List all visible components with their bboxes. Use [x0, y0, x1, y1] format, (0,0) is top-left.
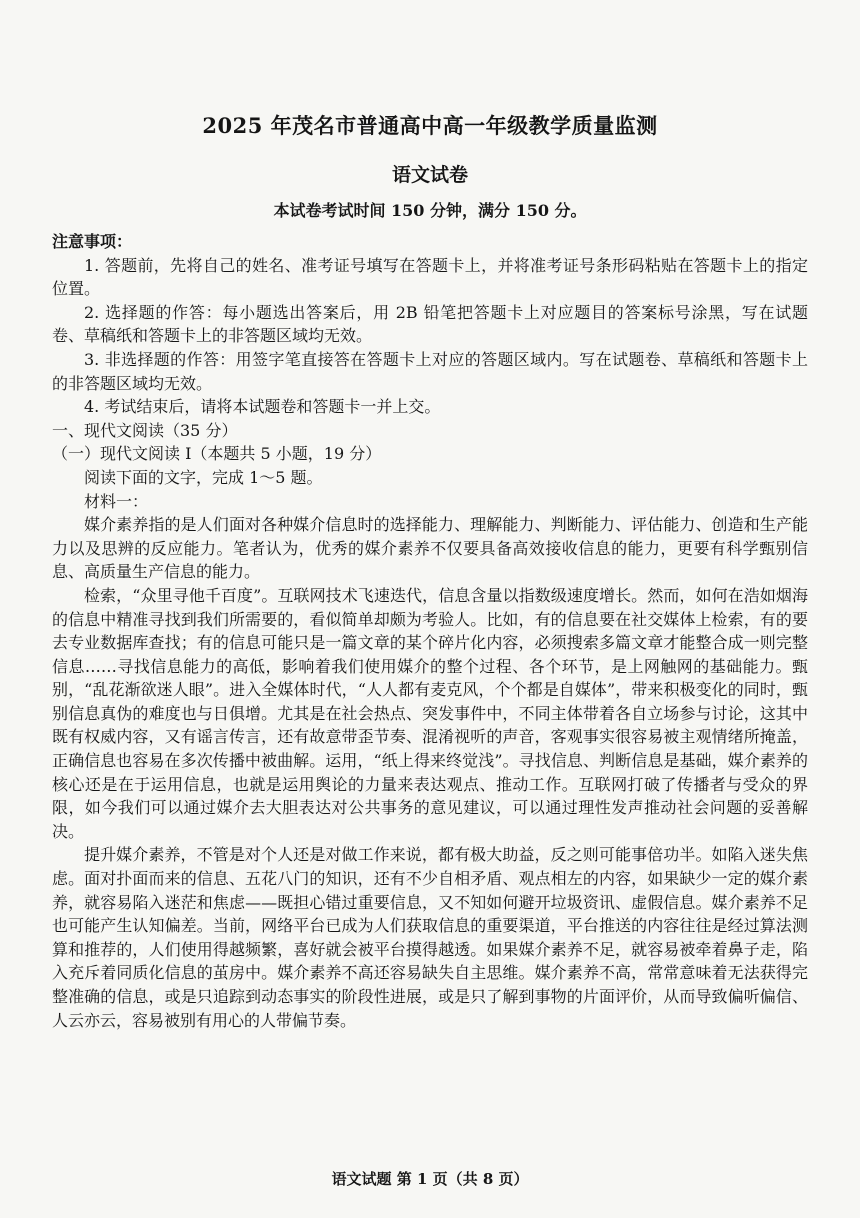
exam-time-info: 本试卷考试时间 150 分钟，满分 150 分。	[273, 201, 587, 220]
notes-heading: 注意事项：	[52, 232, 133, 251]
page-footer: 语文试题 第 1 页（共 8 页）	[331, 1170, 529, 1188]
reading-instruction: 阅读下面的文字，完成 1～5 题。	[84, 467, 323, 487]
note-item: 3. 非选择题的作答：用签字笔直接答在答题卡上对应的答题区域内。写在试题卷、草稿纸和答题卡上的非答题区域均无效。	[52, 349, 808, 393]
note-item: 2. 选择题的作答：每小题选出答案后，用 2B 铅笔把答题卡上对应题目的答案标号涂黑，写在试题卷、草稿纸和答题卡上的非答题区域均无效。	[52, 302, 808, 346]
note-item: 4. 考试结束后，请将本试题卷和答题卡一并上交。	[84, 397, 441, 417]
section-heading: 一、现代文阅读（35 分）	[52, 420, 238, 440]
passage-paragraph: 提升媒介素养，不管是对个人还是对做工作来说，都有极大助益，反之则可能事倍功半。如陷入迷失焦虑。面对扑面而来的信息、五花八门的知识，还有不少自相矛盾、观点相左的内容，如果缺少一定的媒介素养，就容易陷入迷茫和焦虑——既担心错过重要信息，又不知如何避开垃圾资讯、虚假信息。媒介素养不足也可能产生认知偏差。当前，网络平台已成为人们获取信息的重要渠道，平台推送的内容往往是经过算法测算和推荐的，人们使用得越频繁，喜好就会被平台摸得越透。如果媒介素养不足，就容易被牵着鼻子走，陷入充斥着同质化信息的茧房中。媒介素养不高还容易缺失自主思维。媒介素养不高，常常意味着无法获得完整准确的信息，或是只追踪到动态事实的阶段性进展，或是只了解到事物的片面评价，从而导致偏听偏信、人云亦云，容易被别有用心的人带偏节奏。	[52, 845, 808, 1030]
passage-paragraph: 检索，“众里寻他千百度”。互联网技术飞速迭代，信息含量以指数级速度增长。然而，如何在浩如烟海的信息中精准寻找到我们所需要的，看似简单却颇为考验人。比如，有的信息要在社交媒体上检索，有的要去专业数据库查找；有的信息可能只是一篇文章的某个碎片化内容，必须搜索多篇文章才能整合成一则完整信息……寻找信息能力的高低，影响着我们使用媒介的整个过程、各个环节，是上网触网的基础能力。甄别，“乱花渐欲迷人眼”。进入全媒体时代，“人人都有麦克风，个个都是自媒体”，带来积极变化的同时，甄别信息真伪的难度也与日俱增。尤其是在社会热点、突发事件中，不同主体带着各自立场参与讨论，这其中既有权威内容，又有谣言传言，还有故意带歪节奏、混淆视听的声音，客观事实很容易被主观情绪所掩盖，正确信息也容易在多次传播中被曲解。运用，“纸上得来终觉浅”。寻找信息、判断信息是基础，媒介素养的核心还是在于运用信息，也就是运用舆论的力量来表达观点、推动工作。互联网打破了传播者与受众的界限，如今我们可以通过媒介去大胆表达对公共事务的意见建议，可以通过理性发声推动社会问题的妥善解决。	[52, 585, 808, 841]
passage-paragraph: 媒介素养指的是人们面对各种媒介信息时的选择能力、理解能力、判断能力、评估能力、创造和生产能力以及思辨的反应能力。笔者认为，优秀的媒介素养不仅要具备高效接收信息的能力，更要有科学甄别信息、高质量生产信息的能力。	[52, 515, 808, 582]
note-item: 1. 答题前，先将自己的姓名、准考证号填写在答题卡上，并将准考证号条形码粘贴在答题卡上的指定位置。	[52, 255, 808, 299]
paper-subtitle: 语文试卷	[391, 164, 468, 186]
page-title: 2025 年茂名市普通高中高一年级教学质量监测	[202, 113, 658, 138]
material-label: 材料一：	[84, 491, 149, 511]
subsection-heading: （一）现代文阅读 I（本题共 5 小题，19 分）	[52, 444, 382, 464]
page-body	[52, 230, 808, 1032]
